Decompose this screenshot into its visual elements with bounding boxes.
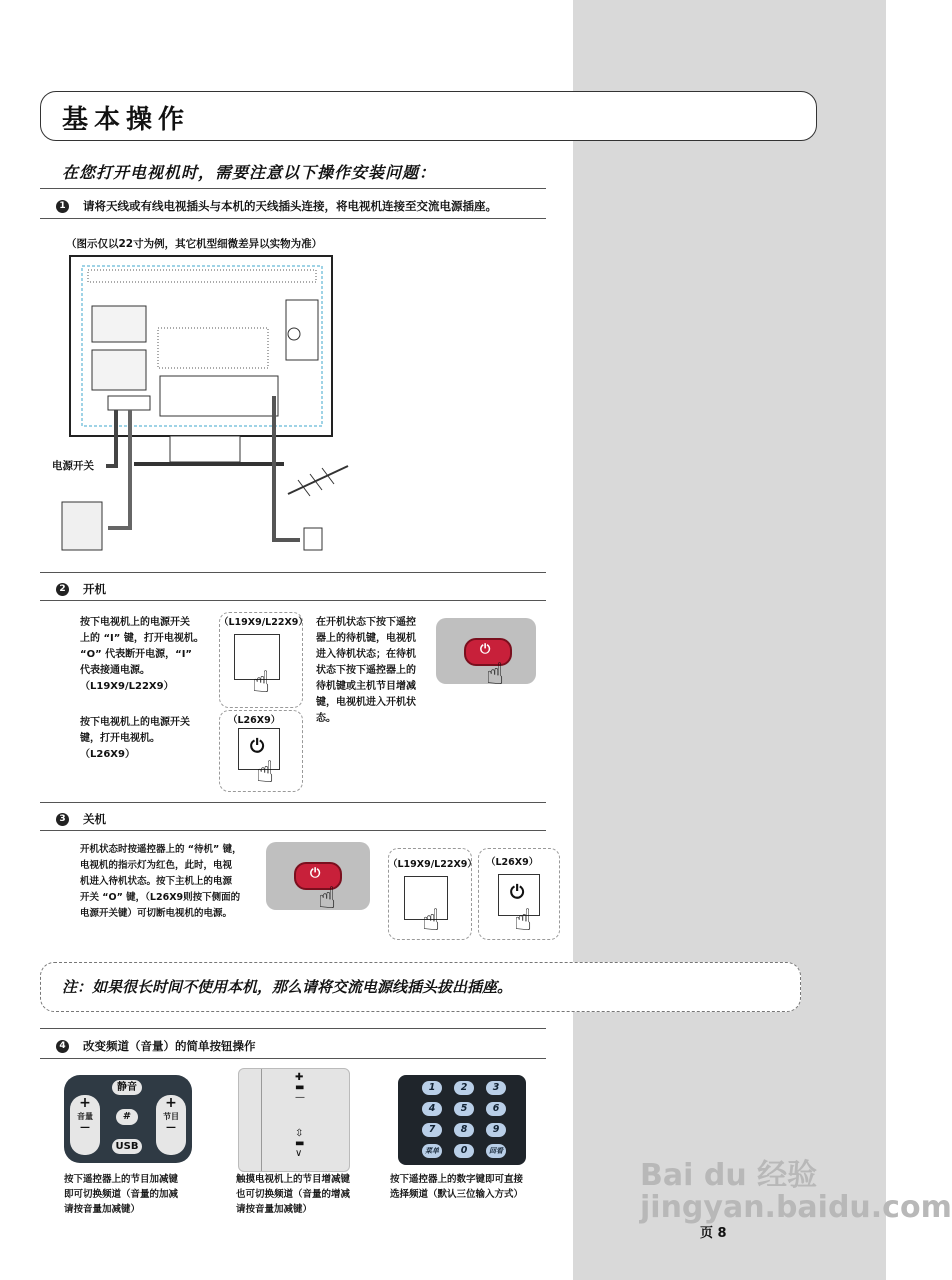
side-gray-bar xyxy=(573,0,886,1280)
divider xyxy=(40,830,546,831)
volume-rocker xyxy=(70,1095,100,1155)
step-2 xyxy=(56,581,106,597)
baidu-watermark: Bai du 经验 jingyan.baidu.com xyxy=(640,1158,952,1225)
hash-button: # xyxy=(116,1109,138,1125)
keypad-key: 菜单 xyxy=(422,1144,442,1158)
keypad-key: 5 xyxy=(454,1102,474,1116)
hand-icon: ☝ xyxy=(318,881,337,916)
keypad-key: 4 xyxy=(422,1102,442,1116)
step-number: 3 xyxy=(56,813,69,826)
channel-rocker xyxy=(156,1095,186,1155)
keypad-key: 3 xyxy=(486,1081,506,1095)
unplug-note: 注：如果很长时间不使用本机，那么请将交流电源线插头拔出插座。 xyxy=(62,978,513,996)
standby-button-icon: ⏻ xyxy=(294,862,342,890)
tv-back-diagram xyxy=(48,250,368,550)
divider xyxy=(40,802,546,803)
page-title: 基本操作 xyxy=(62,105,191,135)
power-off-text: 开机状态时按遥控器上的 “待机” 键， 电视机的指示灯为红色，此时，电视 机进入待机状态。按下主机上的电源 开关 “O” 键，（L26X9则按下侧面的 电源开关键）可切断电视机的电源。 xyxy=(80,844,242,919)
channel-up-icon: ✚ ▬ — xyxy=(295,1072,305,1103)
step-number: 4 xyxy=(56,1040,69,1053)
power-on-text-2: 按下电视机上的电源开关 键，打开电视机。 （L26X9） xyxy=(80,717,190,760)
caption-remote: 按下遥控器上的节目加减键 即可切换频道（音量的加减 请按音量加减键） xyxy=(64,1174,179,1215)
step-text: 开机 xyxy=(83,582,106,596)
divider xyxy=(40,600,546,601)
step-3 xyxy=(56,811,106,827)
channel-down-icon: ⇳ ▬ ∨ xyxy=(295,1128,305,1159)
step-text: 请将天线或有线电视插头与本机的天线插头连接，将电视机连接至交流电源插座。 xyxy=(83,199,497,213)
plus-icon: + xyxy=(79,1095,91,1111)
keypad-key: 7 xyxy=(422,1123,442,1137)
divider xyxy=(40,188,546,189)
number-keypad-image xyxy=(398,1075,526,1165)
diagram-note: （图示仅以22寸为例，其它机型细微差异以实物为准） xyxy=(66,238,323,250)
model-label: （L26X9） xyxy=(486,857,539,868)
power-symbol-icon: ⏻ xyxy=(510,882,525,903)
usb-button: USB xyxy=(112,1139,142,1154)
minus-icon: — xyxy=(80,1122,90,1133)
divider xyxy=(40,572,546,573)
power-on-text-3: 在开机状态下按下遥控 器上的待机键，电视机 进入待机状态；在待机 状态下按下遥控器上的 待机键或主机节目增减 键，电视机进入开机状 态。 xyxy=(316,617,416,724)
tv-side-buttons-image xyxy=(238,1068,350,1172)
remote-control-image xyxy=(64,1075,192,1163)
page-number: 页 8 xyxy=(700,1226,727,1241)
keypad-key: 9 xyxy=(486,1123,506,1137)
intro-text: 在您打开电视机时，需要注意以下操作安装问题： xyxy=(62,163,437,182)
volume-label: 音量 xyxy=(77,1112,93,1121)
step-number: 1 xyxy=(56,200,69,213)
keypad-key: 8 xyxy=(454,1123,474,1137)
standby-button-icon: ⏻ xyxy=(464,638,512,666)
step-number: 2 xyxy=(56,583,69,596)
caption-tv: 触摸电视机上的节目增减键 也可切换频道（音量的增减 请按音量加减键） xyxy=(236,1174,351,1215)
power-switch-label: 电源开关 xyxy=(52,460,94,472)
hand-icon: ☝ xyxy=(486,657,505,692)
step-text: 关机 xyxy=(83,812,106,826)
hand-icon: ☝ xyxy=(256,755,275,790)
keypad-key: 2 xyxy=(454,1081,474,1095)
hand-icon: ☝ xyxy=(422,903,441,938)
hand-icon: ☝ xyxy=(252,665,271,700)
hand-icon: ☝ xyxy=(514,903,533,938)
keypad-key: 1 xyxy=(422,1081,442,1095)
divider xyxy=(40,1028,546,1029)
keypad-key: 回看 xyxy=(486,1144,506,1158)
step-1 xyxy=(56,198,497,214)
model-label: （L19X9/L22X9） xyxy=(219,617,308,628)
minus-icon: — xyxy=(166,1122,176,1133)
keypad-key: 0 xyxy=(454,1144,474,1158)
keypad-key: 6 xyxy=(486,1102,506,1116)
model-label: （L26X9） xyxy=(228,715,281,726)
model-label: （L19X9/L22X9） xyxy=(388,859,477,870)
step-4 xyxy=(56,1038,256,1054)
plus-icon: + xyxy=(165,1095,177,1111)
power-on-text-1: 按下电视机上的电源开关 上的 “I” 键，打开电视机。 “O” 代表断开电源，“I” 代表接通电源。 （L19X9/L22X9） xyxy=(80,617,204,692)
power-symbol-icon: ⏻ xyxy=(250,736,265,757)
step-text: 改变频道（音量）的简单按钮操作 xyxy=(83,1039,256,1053)
divider xyxy=(40,1058,546,1059)
caption-keypad: 按下遥控器上的数字键即可直接 选择频道（默认三位输入方式） xyxy=(390,1174,524,1200)
mute-button: 静音 xyxy=(112,1080,142,1095)
channel-label: 节目 xyxy=(163,1112,179,1121)
divider xyxy=(40,218,546,219)
